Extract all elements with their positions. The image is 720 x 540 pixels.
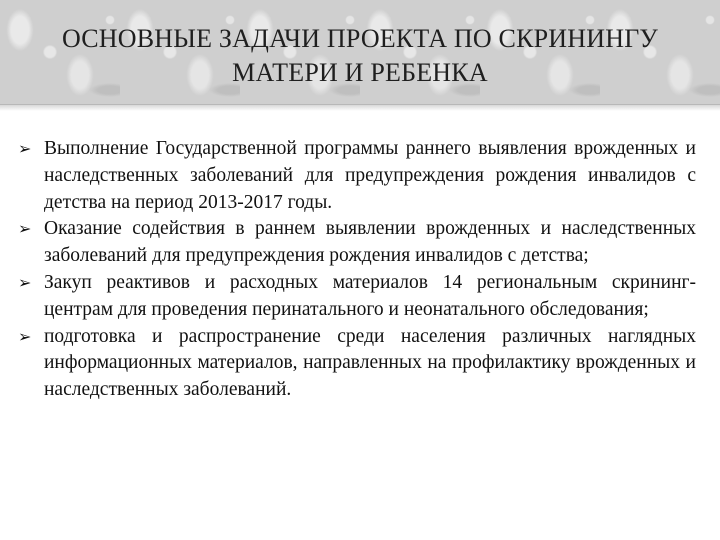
- task-text: Выполнение Государственной программы раннего выявления врожденных и наследственных заболеваний для предупреждения рождения инвалидов с детства на период 2013-2017 годы.: [44, 138, 696, 213]
- slide-header-banner: [0, 0, 720, 105]
- task-text: Закуп реактивов и расходных материалов 14 региональным скрининг-центрам для проведения перинатального и неонатального обследования;: [44, 271, 696, 320]
- arrow-bullet-icon: ➢: [18, 326, 32, 346]
- task-text: Оказание содействия в раннем выявлении врожденных и наследственных заболеваний для предупреждения рождения инвалидов с детства;: [44, 218, 696, 267]
- arrow-bullet-icon: ➢: [18, 272, 32, 292]
- task-list: [18, 136, 696, 404]
- slide-title-line-2: МАТЕРИ И РЕБЕНКА: [232, 58, 488, 87]
- slide-title-line-1: ОСНОВНЫЕ ЗАДАЧИ ПРОЕКТА ПО СКРИНИНГУ: [61, 24, 659, 53]
- slide-title: [0, 22, 720, 90]
- arrow-bullet-icon: ➢: [18, 139, 32, 158]
- task-list-item: [18, 136, 696, 216]
- task-list-item: [18, 270, 696, 324]
- task-text: подготовка и распространение среди населения различных наглядных информационных материалов, направленных на профилактику врожденных и наследственных заболеваний.: [44, 325, 696, 401]
- task-list-item: [18, 216, 696, 270]
- task-list-item: [18, 324, 696, 404]
- header-divider: [0, 105, 720, 111]
- arrow-bullet-icon: ➢: [18, 219, 32, 239]
